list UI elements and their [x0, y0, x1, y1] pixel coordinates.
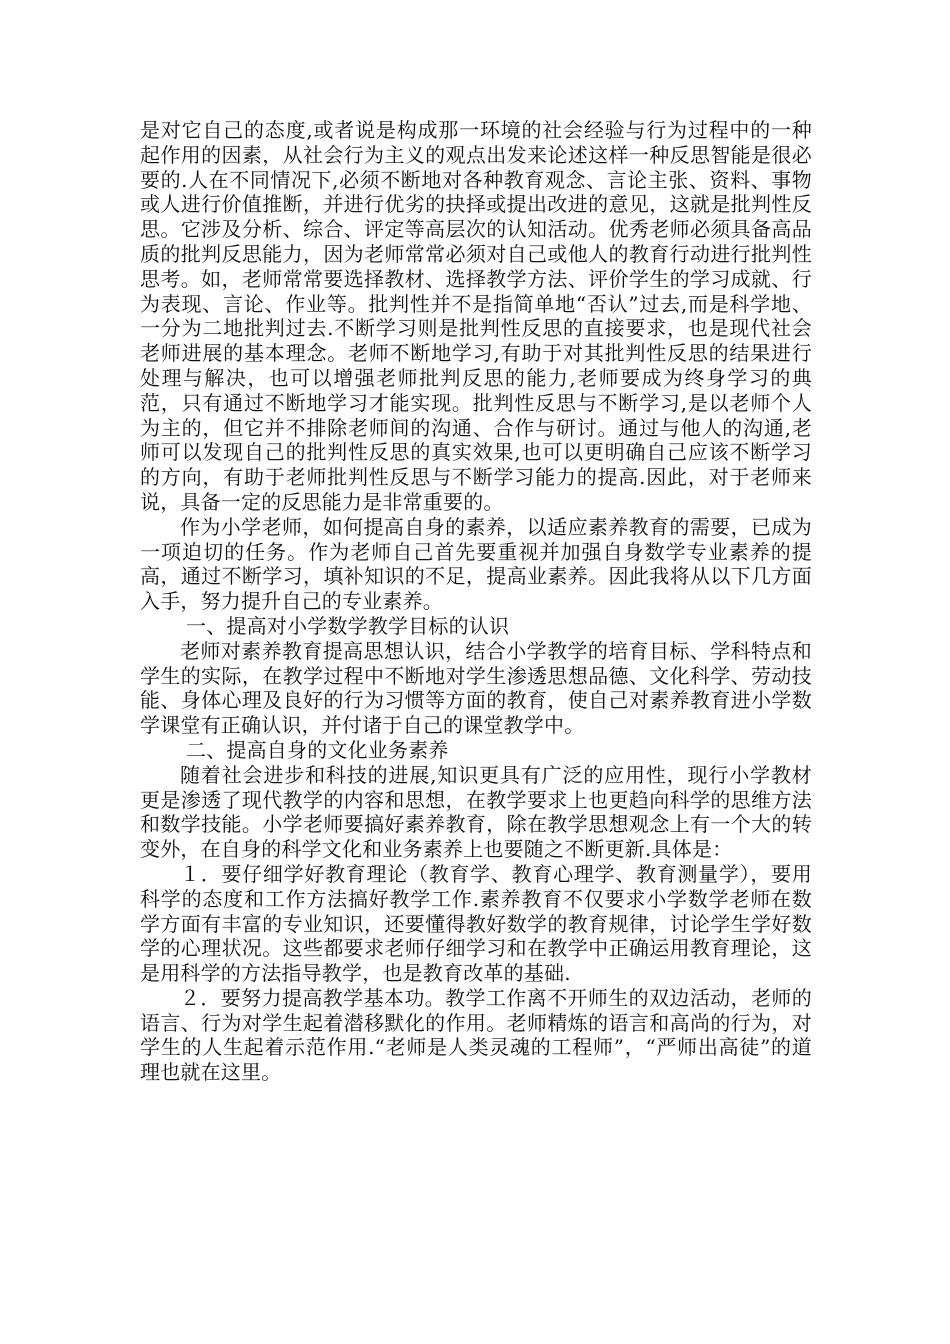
paragraph-culture-business: 随着社会进步和科技的进展,知识更具有广泛的应用性，现行小学教材更是渗透了现代教学的内容和思想，在教学要求上也更趋向科学的思维方法和数学技能。小学老师要搞好素养教育，除在教学思想观念上有一个大的转变外，在自身的科学文化和业务素养上也要随之不断更新.具体是：: [140, 762, 812, 862]
paragraph-item-1: １．要仔细学好教育理论（教育学、教育心理学、教育测量学），要用科学的态度和工作方法搞好教学工作.素养教育不仅要求小学数学老师在数学方面有丰富的专业知识，还要懂得教好数学的教育规律，讨论学生学好数学的心理状况。这些都要求老师仔细学习和在教学中正确运用教育理论，这是用科学的方法指导教学，也是教育改革的基础.: [140, 861, 812, 986]
section-heading-2: 二、提高自身的文化业务素养: [186, 737, 449, 762]
paragraph-critical-reflection: 是对它自己的态度,或者说是构成那一环境的社会经验与行为过程中的一种起作用的因素，从社会行为主义的观点出发来论述这样一种反思智能是很必要的.人在不同情况下,必须不断地对各种教育观念、言论主张、资料、事物或人进行价值推断，并进行优劣的抉择或提出改进的意见，这就是批判性反思。它涉及分析、综合、评定等高层次的认知活动。优秀老师必须具备高品质的批判反思能力，因为老师常常必须对自己或他人的教育行动进行批判性思考。如，老师常常要选择教材、选择教学方法、评价学生的学习成就、行为表现、言论、作业等。批判性并不是指简单地“否认”过去,而是科学地、一分为二地批判过去.不断学习则是批判性反思的直接要求，也是现代社会老师进展的基本理念。老师不断地学习,有助于对其批判性反思的结果进行处理与解决，也可以增强老师批判反思的能力,老师要成为终身学习的典范，只有通过不断地学习才能实现。批判性反思与不断学习,是以老师个人为主的，但它并不排除老师间的沟通、合作与研讨。通过与他人的沟通,老师可以发现自己的批判性反思的真实效果,也可以更明确自己应该不断学习的方向，有助于老师批判性反思与不断学习能力的提高.因此，对于老师来说，具备一定的反思能力是非常重要的。: [140, 118, 812, 514]
paragraph-item-2: ２．要努力提高教学基本功。教学工作离不开师生的双边活动，老师的语言、行为对学生起着潜移默化的作用。老师精炼的语言和高尚的行为，对学生的人生起着示范作用.“老师是人类灵魂的工程师”，“严师出高徒”的道理也就在这里。: [140, 985, 812, 1085]
document-page: [140, 118, 812, 1085]
paragraph-teaching-goals: 老师对素养教育提高思想认识，结合小学教学的培育目标、学科特点和学生的实际，在教学过程中不断地对学生渗透思想品德、文化科学、劳动技能、身体心理及良好的行为习惯等方面的教育，使自己对素养教育进小学数学课堂有正确认识，并付诸于自己的课堂教学中。: [140, 638, 812, 738]
section-heading-1: 一、提高对小学数学教学目标的认识: [186, 613, 510, 638]
paragraph-teacher-literacy: 作为小学老师，如何提高自身的素养，以适应素养教育的需要，已成为一项迫切的任务。作为老师自己首先要重视并加强自身数学专业素养的提高，通过不断学习，填补知识的不足，提高业素养。因此我将从以下几方面入手，努力提升自己的专业素养。: [140, 514, 812, 614]
